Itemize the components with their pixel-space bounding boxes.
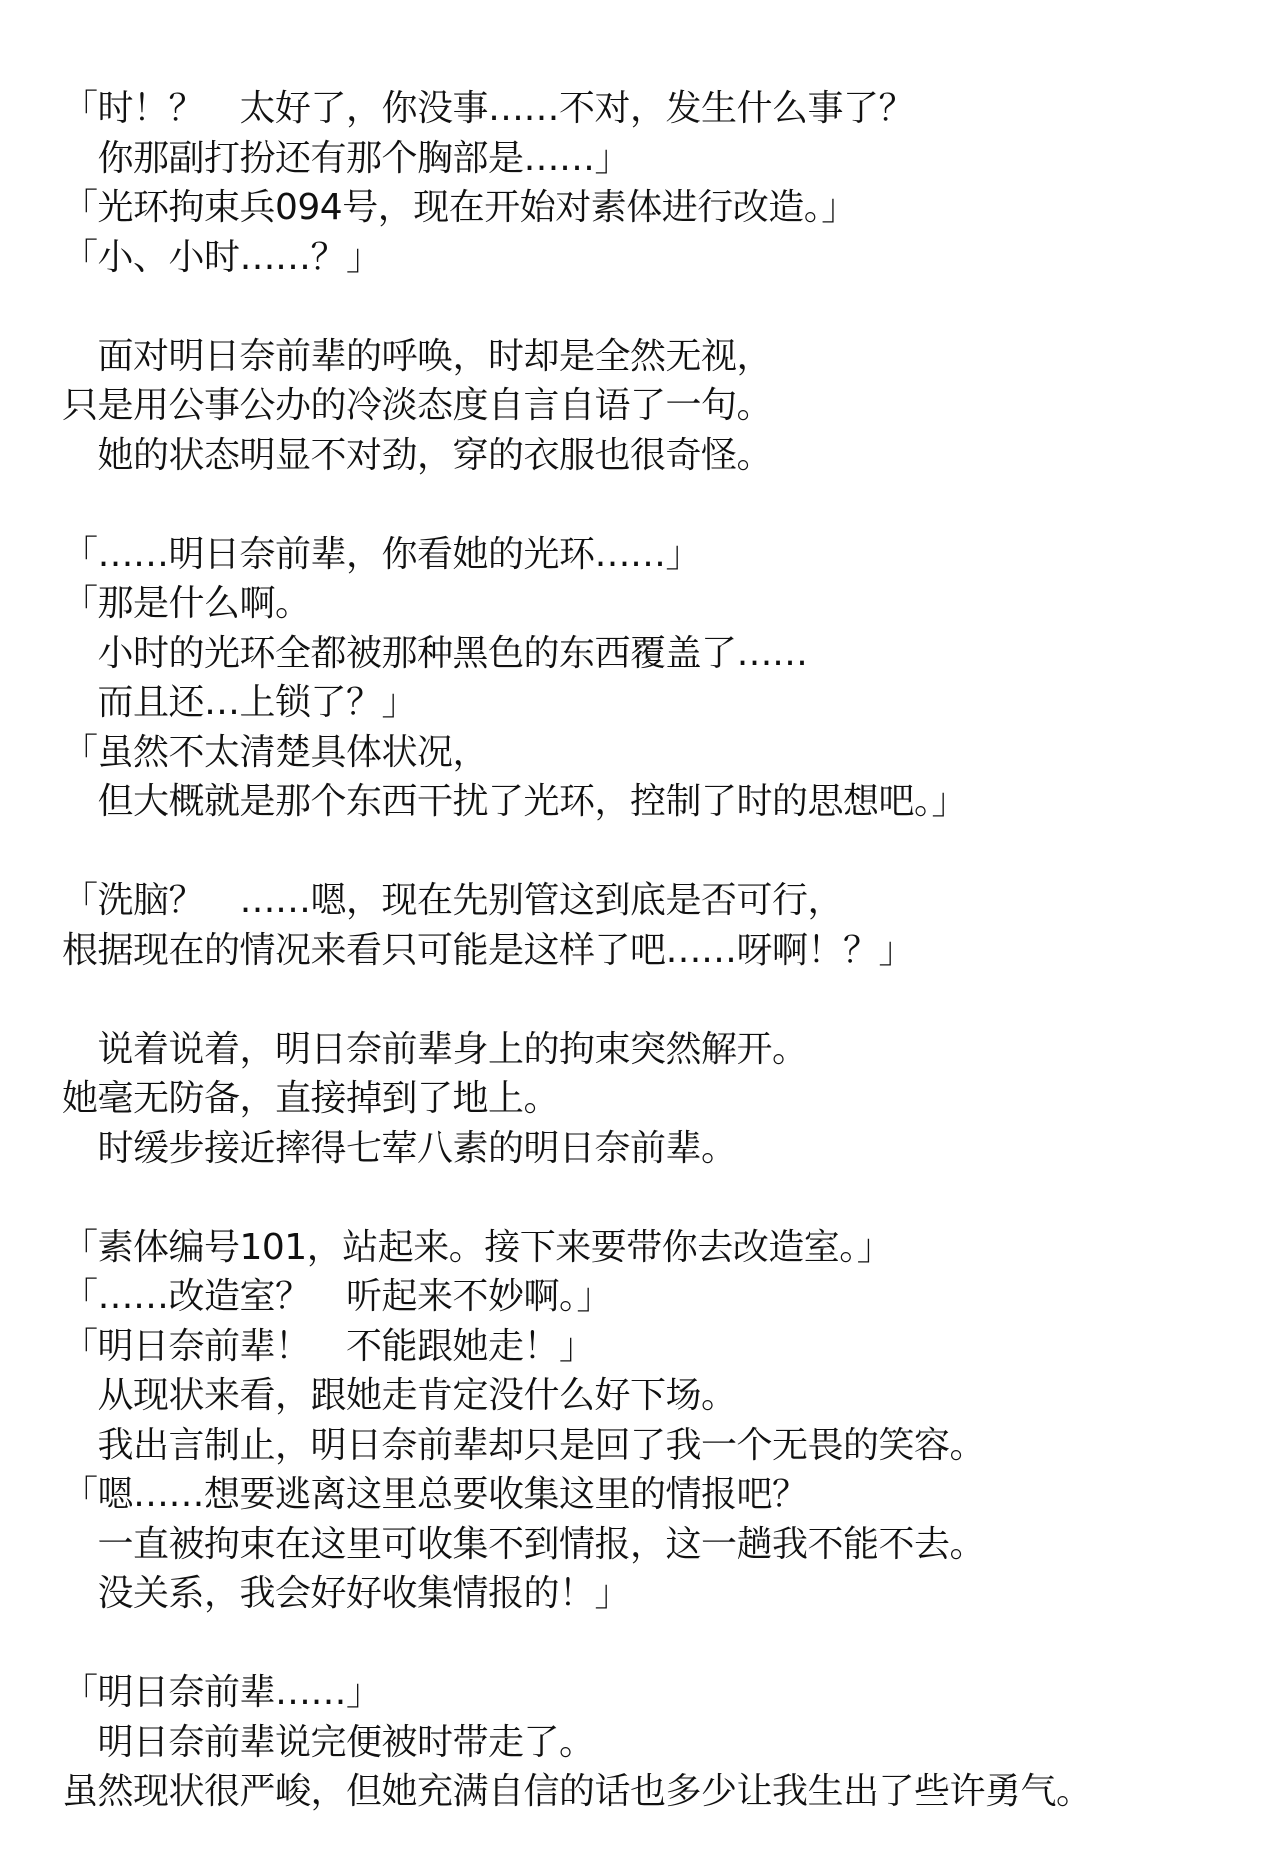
text-line: 我出言制止，明日奈前辈却只是回了我一个无畏的笑容。 [62,1424,986,1466]
text-line: 从现状来看，跟她走肯定没什么好下场。 [62,1375,737,1416]
text-line: 「素体编号101，站起来。接下来要带你去改造室。」 [62,1226,893,1268]
story-text [62,84,1242,1817]
text-line: 「光环拘束兵094号，现在开始对素体进行改造。」 [62,187,857,228]
paragraph-gap [62,975,1242,1025]
text-line: 「小、小时……？」 [62,236,382,278]
text-line: 一直被拘束在这里可收集不到情报，这一趟我不能不去。 [62,1523,986,1565]
text-line: 根据现在的情况来看只可能是这样了吧……呀啊！？」 [62,929,915,971]
paragraph-gap [62,1173,1242,1223]
text-line: 「虽然不太清楚具体状况， [62,731,489,773]
text-line: 时缓步接近摔得七荤八素的明日奈前辈。 [62,1127,737,1169]
text-line: 虽然现状很严峻，但她充满自信的话也多少让我生出了些许勇气。 [62,1771,1092,1812]
text-line: 她的状态明显不对劲，穿的衣服也很奇怪。 [62,434,773,476]
text-line: 说着说着，明日奈前辈身上的拘束突然解开。 [62,1028,808,1070]
text-line: 她毫无防备，直接掉到了地上。 [62,1078,560,1119]
paragraph-gap [62,282,1242,332]
text-line: 「那是什么啊。 [62,583,311,624]
text-line: 「……明日奈前辈，你看她的光环……」 [62,533,702,575]
text-line: 但大概就是那个东西干扰了光环，控制了时的思想吧。」 [62,781,968,822]
text-line: 「……改造室？ 听起来不妙啊。」 [62,1276,613,1317]
text-line: 「洗脑？ ……嗯，现在先别管这到底是否可行， [62,880,844,921]
paragraph-gap [62,827,1242,877]
paragraph-gap [62,480,1242,530]
text-line: 「时！？ 太好了，你没事……不对，发生什么事了？ [62,88,915,129]
text-line: 「明日奈前辈！ 不能跟她走！」 [62,1325,595,1367]
text-line: 「明日奈前辈……」 [62,1672,382,1713]
text-line: 只是用公事公办的冷淡态度自言自语了一句。 [62,385,773,426]
text-line: 你那副打扮还有那个胸部是……」 [62,137,631,179]
text-line: 明日奈前辈说完便被时带走了。 [62,1721,595,1763]
paragraph-gap [62,1619,1242,1669]
text-line: 小时的光环全都被那种黑色的东西覆盖了…… [62,632,808,674]
text-line: 「嗯……想要逃离这里总要收集这里的情报吧？ [62,1474,808,1515]
text-line: 没关系，我会好好收集情报的！」 [62,1573,631,1614]
text-line: 而且还…上锁了？」 [62,682,418,723]
text-line: 面对明日奈前辈的呼唤，时却是全然无视， [62,335,773,377]
